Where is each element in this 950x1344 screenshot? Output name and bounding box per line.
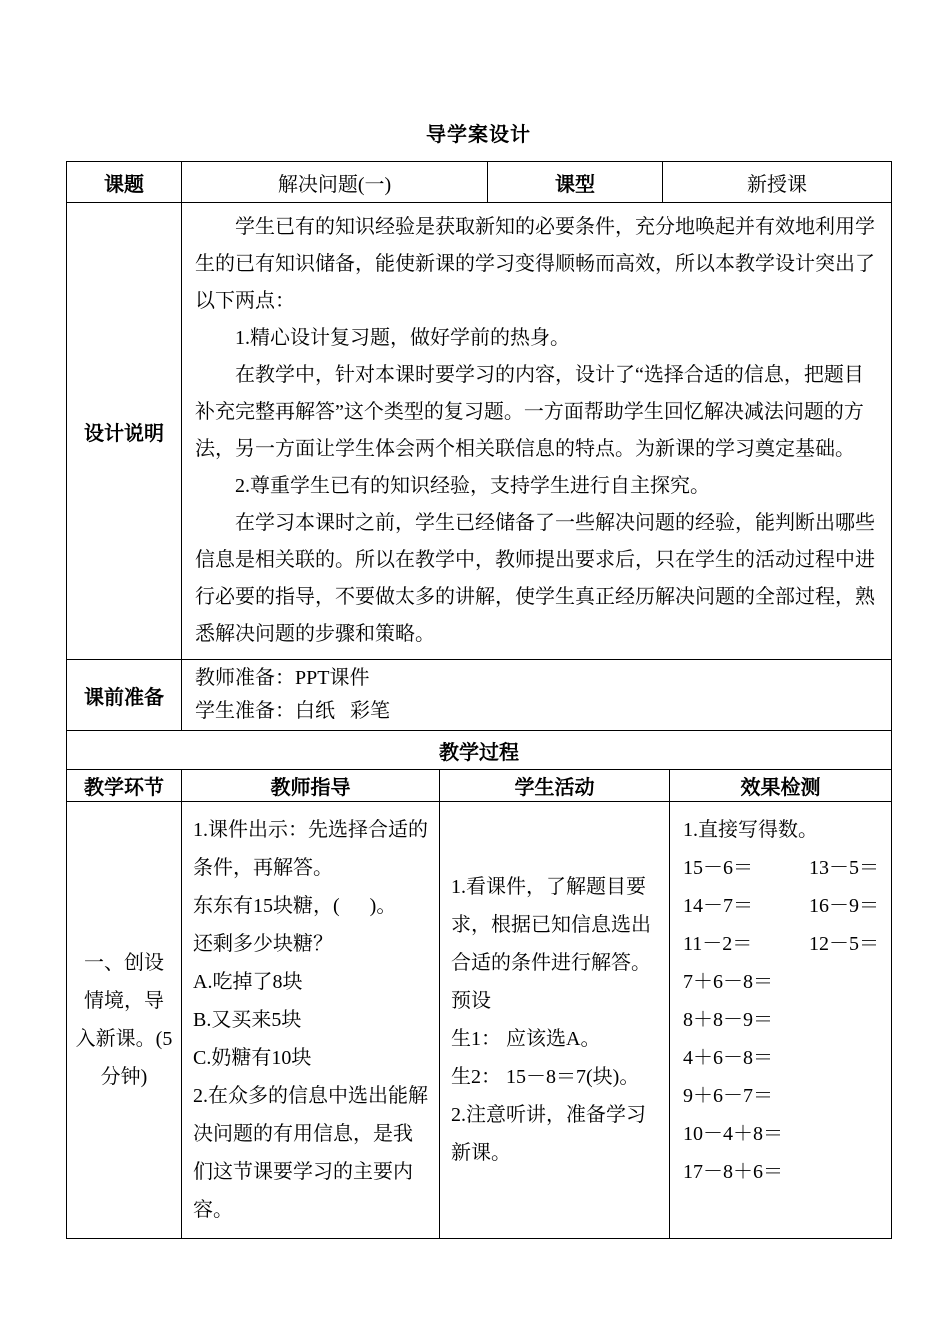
process-header-row: [67, 770, 892, 802]
equation-pair: [683, 887, 879, 925]
page-title: 导学案设计: [426, 124, 531, 146]
preparation-label: 课前准备: [67, 660, 182, 731]
design-notes-paragraph: 1.精心设计复习题，做好学前的热身。: [235, 327, 570, 349]
process-table: [66, 769, 892, 1239]
preparation-row: [67, 660, 892, 731]
equation: 4＋6－8＝: [683, 1047, 773, 1069]
subject-label: 课题: [67, 162, 182, 203]
equation-pair: [683, 849, 879, 887]
teacher-guidance-item: C.奶糖有10块: [193, 1047, 312, 1069]
equation: 17－8＋6＝: [683, 1161, 783, 1183]
design-notes-paragraph: 2.尊重学生已有的知识经验，支持学生进行自主探究。: [235, 475, 710, 497]
equation-pair: [683, 925, 879, 963]
student-activity-item: 生1： 应该选A。: [451, 1028, 601, 1050]
equation: 9＋6－7＝: [683, 1085, 773, 1107]
equation: 10－4＋8＝: [683, 1123, 783, 1145]
equation: 14－7＝: [683, 895, 753, 917]
info-row: [67, 162, 892, 203]
process-section-title: 教学过程: [67, 731, 892, 770]
teacher-guidance-item: B.又买来5块: [193, 1009, 302, 1031]
student-activity-item: 预设: [451, 990, 491, 1012]
equation: 13－5＝: [809, 857, 879, 879]
equation: 11－2＝: [683, 933, 753, 955]
student-preparation-line: 学生准备：白纸 彩笔: [195, 700, 390, 722]
stage-cell: 一、创设情境，导入新课。(5分钟): [67, 802, 182, 1239]
design-notes-row: [67, 203, 892, 660]
design-notes-paragraph: 学生已有的知识经验是获取新知的必要条件，充分地唤起并有效地利用学生的已有知识储备，能使新课的学习变得顺畅而高效，所以本教学设计突出了以下两点：: [195, 216, 875, 312]
column-header-student: 学生活动: [440, 770, 670, 802]
student-activity-cell: [440, 802, 670, 1239]
lesson-type-label: 课型: [488, 162, 663, 203]
lesson-type-value: 新授课: [663, 162, 892, 203]
column-header-effect: 效果检测: [670, 770, 892, 802]
teacher-guidance-item: 还剩多少块糖？: [193, 933, 333, 955]
equation: 15－6＝: [683, 857, 753, 879]
design-notes-content: [182, 203, 892, 660]
teacher-guidance-item: 东东有15块糖，( )。: [193, 895, 397, 917]
info-table: [66, 161, 892, 203]
equation: 12－5＝: [809, 933, 879, 955]
teacher-guidance-item: A.吃掉了8块: [193, 971, 303, 993]
effect-test-cell: [670, 802, 892, 1239]
equation: 16－9＝: [809, 895, 879, 917]
preparation-content: [182, 660, 892, 731]
teacher-preparation-line: 教师准备：PPT课件: [195, 667, 370, 689]
student-activity-item: 生2： 15－8＝7(块)。: [451, 1066, 640, 1088]
teacher-guidance-cell: [182, 802, 440, 1239]
process-content-row: [67, 802, 892, 1239]
equation: 7＋6－8＝: [683, 971, 773, 993]
design-notes-paragraph: 在学习本课时之前，学生已经储备了一些解决问题的经验，能判断出哪些信息是相关联的。所以在教学中，教师提出要求后，只在学生的活动过程中进行必要的指导，不要做太多的讲解，使学生真正经历解决问题的全部过程，熟悉解决问题的步骤和策略。: [195, 512, 875, 645]
design-notes-label: 设计说明: [67, 203, 182, 660]
process-title-row: [67, 731, 892, 770]
column-header-stage: 教学环节: [67, 770, 182, 802]
process-title-table: [66, 730, 892, 770]
equation: 8＋8－9＝: [683, 1009, 773, 1031]
student-activity-item: 1.看课件，了解题目要求，根据已知信息选出合适的条件进行解答。: [451, 876, 651, 974]
student-activity-item: 2.注意听讲，准备学习新课。: [451, 1104, 646, 1164]
teacher-guidance-item: 2.在众多的信息中选出能解决问题的有用信息，是我们这节课要学习的主要内容。: [193, 1085, 428, 1221]
column-header-teacher: 教师指导: [182, 770, 440, 802]
design-notes-paragraph: 在教学中，针对本课时要学习的内容，设计了“选择合适的信息，把题目补充完整再解答”这个类型的复习题。一方面帮助学生回忆解决减法问题的方法，另一方面让学生体会两个相关联信息的特点。为新课的学习奠定基础。: [195, 364, 864, 460]
notes-table: [66, 202, 892, 731]
subject-value: 解决问题(一): [182, 162, 488, 203]
teacher-guidance-item: 1.课件出示：先选择合适的条件，再解答。: [193, 819, 428, 879]
effect-test-title: 1.直接写得数。: [683, 819, 818, 841]
